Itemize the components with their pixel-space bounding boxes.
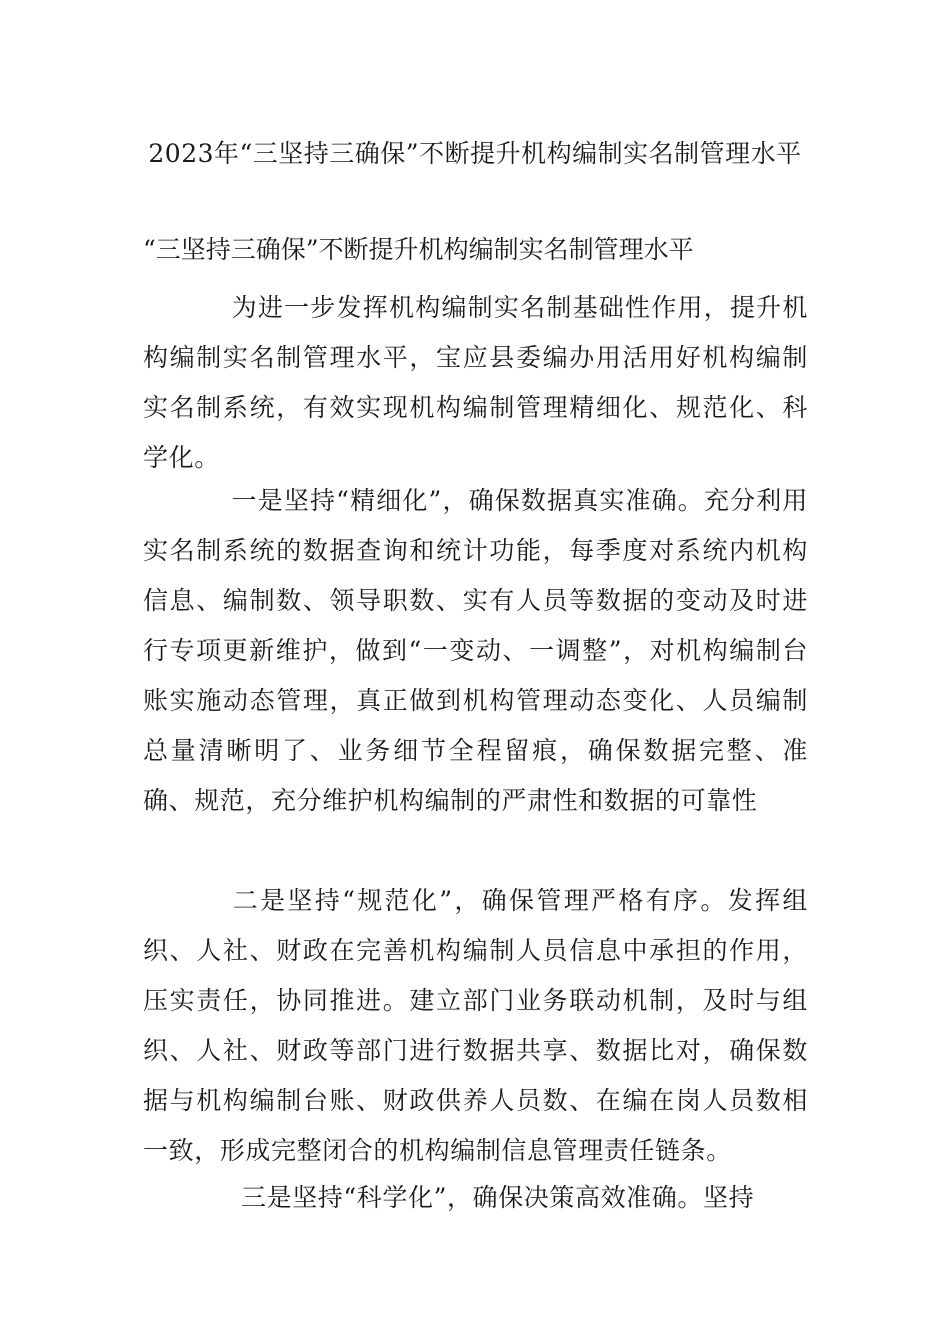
document-subtitle: “三坚持三确保”不断提升机构编制实名制管理水平	[143, 235, 694, 264]
paragraph-text: 为进一步发挥机构编制实名制基础性作用，提升机构编制实名制管理水平，宝应县委编办用活用好机构编制实名制系统，有效实现机构编制管理精细化、规范化、科学化。	[143, 293, 808, 472]
paragraph-text: 一是坚持“精细化”，确保数据真实准确。充分利用实名制系统的数据查询和统计功能，每季度对系统内机构信息、编制数、领导职数、实有人员等数据的变动及时进行专项更新维护，做到“一变动、一调整”，对机构编制台账实施动态管理，真正做到机构管理动态变化、人员编制总量清晰明了、业务细节全程留痕，确保数据完整、准确、规范，充分维护机构编制的严肃性和数据的可靠性	[143, 486, 808, 815]
paragraph-refinement	[143, 476, 808, 826]
paragraph-scientific	[143, 1173, 808, 1223]
paragraph-text: 三是坚持“科学化”，确保决策高效准确。坚持	[241, 1183, 755, 1212]
paragraph-standardization	[143, 876, 808, 1176]
document-title: 2023年“三坚持三确保”不断提升机构编制实名制管理水平	[148, 139, 802, 168]
paragraph-text: 二是坚持“规范化”，确保管理严格有序。发挥组织、人社、财政在完善机构编制人员信息中承担的作用，压实责任，协同推进。建立部门业务联动机制，及时与组织、人社、财政等部门进行数据共享、数据比对，确保数据与机构编制台账、财政供养人员数、在编在岗人员数相一致，形成完整闭合的机构编制信息管理责任链条。	[143, 886, 808, 1165]
paragraph-intro	[143, 283, 808, 483]
